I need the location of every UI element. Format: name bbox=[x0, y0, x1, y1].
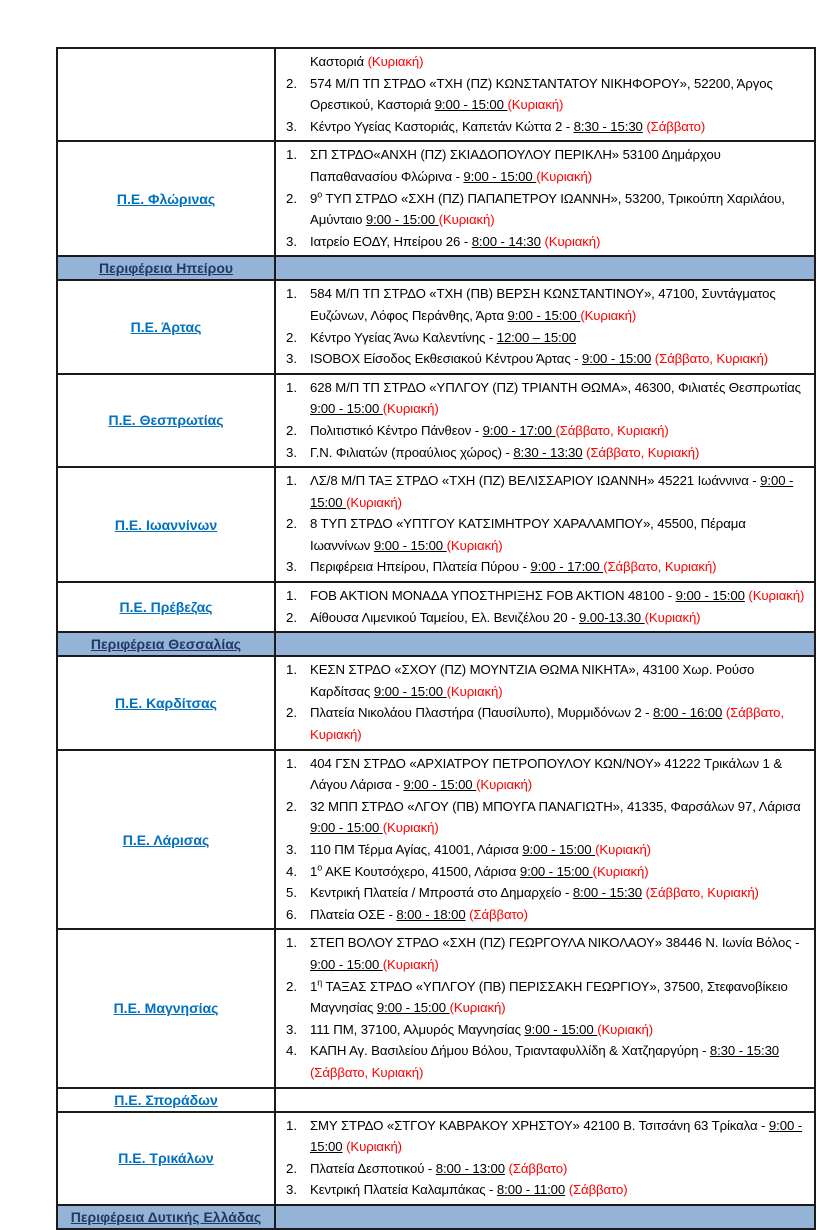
day-note: (Κυριακή) bbox=[580, 307, 637, 323]
item-number: 1. bbox=[286, 473, 297, 489]
time-range: 8:00 - 16:00 bbox=[653, 705, 723, 721]
location-item bbox=[286, 753, 806, 796]
time-range: 9:00 - 15:00 bbox=[675, 588, 745, 604]
item-text bbox=[310, 420, 806, 442]
time-range: 8:00 - 13:00 bbox=[435, 1160, 505, 1176]
location-text: Κέντρο Υγείας Καστοριάς, Καπετάν Κώττα 2 - bbox=[310, 118, 574, 134]
location-item bbox=[286, 702, 806, 745]
item-number: 3. bbox=[286, 1021, 297, 1037]
region-cell bbox=[58, 468, 276, 581]
time-range: 9:00 - 15:00 bbox=[463, 168, 537, 184]
item-number: 2. bbox=[286, 978, 297, 994]
item-number: 1. bbox=[286, 286, 297, 302]
item-number: 2. bbox=[286, 705, 297, 721]
location-text: 9 bbox=[310, 190, 318, 206]
region-label: Π.Ε. Σποράδων bbox=[114, 1091, 218, 1108]
region-cell bbox=[58, 1113, 276, 1204]
item-number: 1. bbox=[286, 935, 297, 951]
time-range: 9:00 - 15:00 bbox=[582, 351, 652, 367]
location-text: 574 Μ/Π ΤΠ ΣΤΡΔΟ «ΤΧΗ (ΠΖ) ΚΩΝΣΤΑΝΤΑΤΟΥ ΝΙΚΗΦΟΡΟΥ», 52200, Άργος Ορεστικού, Καστοριά bbox=[310, 75, 773, 113]
location-item bbox=[286, 556, 806, 578]
table-row bbox=[58, 49, 814, 142]
location-item bbox=[286, 420, 806, 442]
section-label-cell bbox=[58, 257, 276, 279]
item-number: 3. bbox=[286, 351, 297, 367]
item-number: 2. bbox=[286, 75, 297, 91]
region-label: Π.Ε. Τρικάλων bbox=[118, 1150, 214, 1167]
location-item bbox=[286, 283, 806, 326]
location-item bbox=[286, 1019, 806, 1041]
item-text bbox=[310, 839, 806, 861]
item-number: 3. bbox=[286, 842, 297, 857]
location-item bbox=[286, 348, 806, 370]
day-note: (Κυριακή) bbox=[446, 537, 503, 553]
locations-cell bbox=[276, 583, 814, 631]
location-item bbox=[286, 116, 806, 138]
item-text bbox=[310, 702, 806, 745]
item-number bbox=[286, 51, 310, 73]
item-text bbox=[310, 882, 806, 904]
day-note: (Κυριακή) bbox=[382, 401, 439, 417]
location-item bbox=[286, 1158, 806, 1180]
day-note: (Σάββατο, Κυριακή) bbox=[586, 444, 700, 460]
item-text bbox=[310, 1158, 806, 1180]
time-range: 9:00 - 15:00 bbox=[519, 863, 593, 879]
ordinal-superscript: ο bbox=[317, 189, 323, 200]
time-range: 9:00 - 15:00 bbox=[403, 777, 477, 793]
ordinal-superscript: η bbox=[317, 977, 323, 988]
location-item bbox=[286, 796, 806, 839]
day-note: (Κυριακή) bbox=[346, 494, 402, 510]
day-note: (Κυριακή) bbox=[382, 956, 439, 972]
day-note: (Κυριακή) bbox=[476, 777, 532, 793]
location-text: 110 ΠΜ Τέρμα Αγίας, 41001, Λάρισα bbox=[310, 842, 523, 857]
locations-cell bbox=[276, 49, 814, 140]
time-range: 9:00 - 15:00 bbox=[310, 1117, 803, 1155]
day-note: (Κυριακή) bbox=[449, 1000, 506, 1016]
table-row bbox=[58, 583, 814, 633]
location-text: Καστοριά bbox=[310, 54, 368, 69]
item-text bbox=[310, 283, 806, 326]
item-number: 1. bbox=[286, 662, 297, 678]
region-cell bbox=[58, 930, 276, 1086]
location-text: Πλατεία ΟΣΕ - bbox=[310, 906, 397, 922]
day-note: (Σάββατο) bbox=[469, 906, 528, 922]
item-number: 2. bbox=[286, 422, 297, 438]
location-item bbox=[286, 904, 806, 926]
item-text bbox=[310, 607, 806, 629]
item-text bbox=[310, 1019, 806, 1041]
location-text: Αίθουσα Λιμενικού Ταμείου, Ελ. Βενιζέλου 20 - bbox=[310, 609, 579, 625]
day-note: (Κυριακή) bbox=[507, 97, 564, 113]
region-cell bbox=[58, 657, 276, 748]
locations-cell bbox=[276, 375, 814, 466]
item-text bbox=[310, 932, 806, 975]
locations-cell bbox=[276, 1113, 814, 1204]
day-note: (Κυριακή) bbox=[367, 54, 424, 69]
item-text bbox=[310, 348, 806, 370]
regions-table bbox=[56, 47, 816, 1230]
location-text: ΤΥΠ ΣΤΡΔΟ «ΣΧΗ (ΠΖ) ΠΑΠΑΠΕΤΡΟΥ ΙΩΑΝΝΗ», 53200, Τρικούπη Χαριλάου, Αμύνταιο bbox=[310, 190, 785, 228]
location-item bbox=[286, 231, 806, 253]
region-cell bbox=[58, 49, 276, 140]
item-text bbox=[310, 904, 806, 926]
location-item bbox=[286, 51, 806, 73]
item-number: 2. bbox=[286, 516, 297, 532]
time-range: 8:30 - 13:30 bbox=[513, 444, 583, 460]
item-number: 3. bbox=[286, 444, 297, 460]
region-label: Π.Ε. Ιωαννίνων bbox=[114, 516, 218, 533]
location-text: ΑΚΕ Κουτσόχερο, 41500, Λάρισα bbox=[322, 863, 520, 879]
location-item bbox=[286, 585, 806, 607]
day-note: (Σάββατο, Κυριακή) bbox=[310, 705, 784, 743]
item-text bbox=[310, 231, 806, 253]
item-text bbox=[310, 51, 806, 73]
location-text: Ιατρείο ΕΟΔΥ, Ηπείρου 26 - bbox=[310, 233, 472, 249]
region-label: Π.Ε. Άρτας bbox=[130, 319, 202, 336]
location-text: Περιφέρεια Ηπείρου, Πλατεία Πύρου - bbox=[310, 559, 531, 575]
time-range: 12:00 – 15:00 bbox=[496, 329, 577, 345]
item-number: 1. bbox=[286, 588, 297, 604]
section-empty-cell bbox=[276, 257, 814, 279]
day-note: (Κυριακή) bbox=[346, 1139, 402, 1155]
table-row bbox=[58, 375, 814, 468]
time-range: 9:00 - 15:00 bbox=[524, 1021, 598, 1037]
location-text: Κεντρική Πλατεία Καλαμπάκας - bbox=[310, 1182, 497, 1198]
location-text: 111 ΠΜ, 37100, Αλμυρός Μαγνησίας bbox=[310, 1021, 525, 1037]
section-label-cell bbox=[58, 1206, 276, 1228]
section-row bbox=[58, 633, 814, 657]
time-range: 9:00 - 17:00 bbox=[482, 422, 556, 438]
location-text: Γ.Ν. Φιλιατών (προαύλιος χώρος) - bbox=[310, 444, 514, 460]
time-range: 9:00 - 15:00 bbox=[310, 956, 383, 972]
item-text bbox=[310, 327, 806, 349]
day-note: (Σάββατο) bbox=[646, 118, 706, 134]
day-note: (Κυριακή) bbox=[536, 168, 593, 184]
time-range: 9:00 - 15:00 bbox=[373, 537, 447, 553]
table-row bbox=[58, 657, 814, 750]
day-note: (Κυριακή) bbox=[748, 588, 805, 604]
region-label: Π.Ε. Φλώρινας bbox=[116, 190, 216, 207]
time-range: 8:30 - 15:30 bbox=[709, 1043, 780, 1059]
location-text: ΚΕΣΝ ΣΤΡΔΟ «ΣΧΟΥ (ΠΖ) ΜΟΥΝΤΖΙΑ ΘΩΜΑ ΝΙΚΗΤΑ», 43100 Χωρ. Ρούσο Καρδίτσας bbox=[310, 662, 755, 699]
day-note: (Σάββατο, Κυριακή) bbox=[603, 559, 717, 575]
location-item bbox=[286, 513, 806, 556]
item-number: 5. bbox=[286, 885, 297, 901]
item-number: 6. bbox=[286, 906, 297, 922]
location-text: Πλατεία Δεσποτικού - bbox=[310, 1160, 436, 1176]
item-text bbox=[310, 513, 806, 556]
location-text: FOB AKTION ΜΟΝΑΔΑ ΥΠΟΣΤΗΡΙΞΗΣ FOB AKTION 48100 - bbox=[310, 588, 676, 604]
day-note: (Κυριακή) bbox=[592, 863, 649, 879]
item-text bbox=[310, 377, 806, 420]
item-number: 1. bbox=[286, 1117, 297, 1133]
item-text bbox=[310, 585, 806, 607]
region-cell bbox=[58, 583, 276, 631]
time-range: 9:00 - 15:00 bbox=[507, 307, 581, 323]
location-item bbox=[286, 73, 806, 116]
region-label: Π.Ε. Πρέβεζας bbox=[119, 599, 213, 616]
day-note: (Κυριακή) bbox=[438, 212, 495, 228]
location-item bbox=[286, 377, 806, 420]
section-label: Περιφέρεια Δυτικής Ελλάδας bbox=[70, 1208, 262, 1225]
ordinal-superscript: ο bbox=[317, 862, 323, 873]
item-text bbox=[310, 1115, 806, 1158]
day-note: (Κυριακή) bbox=[446, 683, 503, 699]
day-note: (Κυριακή) bbox=[597, 1021, 654, 1037]
location-text: ΛΣ/8 Μ/Π ΤΑΞ ΣΤΡΔΟ «ΤΧΗ (ΠΖ) ΒΕΛΙΣΣΑΡΙΟΥ ΙΩΑΝΝΗ» 45221 Ιωάννινα - bbox=[310, 473, 761, 489]
location-item bbox=[286, 607, 806, 629]
location-item bbox=[286, 976, 806, 1019]
item-text bbox=[310, 73, 806, 116]
item-number: 1. bbox=[286, 755, 297, 771]
region-label: Π.Ε. Λάρισας bbox=[122, 831, 210, 848]
table-row bbox=[58, 281, 814, 374]
location-item bbox=[286, 188, 806, 231]
location-item bbox=[286, 1115, 806, 1158]
day-note: (Σάββατο, Κυριακή) bbox=[310, 1064, 424, 1080]
time-range: 9.00-13.30 bbox=[578, 609, 645, 625]
time-range: 9:00 - 15:00 bbox=[310, 820, 383, 836]
location-text: ISOBOX Είσοδος Εκθεσιακού Κέντρου Άρτας - bbox=[310, 351, 583, 367]
time-range: 9:00 - 15:00 bbox=[365, 212, 439, 228]
item-text bbox=[310, 556, 806, 578]
location-item bbox=[286, 1040, 806, 1083]
location-item bbox=[286, 932, 806, 975]
location-item bbox=[286, 861, 806, 883]
section-label: Περιφέρεια Θεσσαλίας bbox=[90, 636, 242, 653]
region-cell bbox=[58, 375, 276, 466]
location-item bbox=[286, 144, 806, 187]
item-number: 2. bbox=[286, 609, 297, 625]
item-text bbox=[310, 144, 806, 187]
day-note: (Κυριακή) bbox=[382, 820, 439, 836]
time-range: 9:00 - 15:00 bbox=[522, 842, 596, 857]
location-text: 32 ΜΠΠ ΣΤΡΔΟ «ΛΓΟΥ (ΠΒ) ΜΠΟΥΓΑ ΠΑΝΑΓΙΩΤΗ», 41335, Φαρσάλων 97, Λάρισα bbox=[310, 798, 801, 814]
time-range: 9:00 - 17:00 bbox=[530, 559, 604, 575]
locations-cell bbox=[276, 657, 814, 748]
region-cell bbox=[58, 751, 276, 929]
item-number: 1. bbox=[286, 147, 297, 163]
time-range: 9:00 - 15:00 bbox=[310, 401, 383, 417]
location-text: 628 Μ/Π ΤΠ ΣΤΡΔΟ «ΥΠΛΓΟΥ (ΠΖ) ΤΡΙΑΝΤΗ ΘΩΜΑ», 46300, Φιλιατές Θεσπρωτίας bbox=[310, 379, 801, 395]
item-number: 3. bbox=[286, 118, 297, 134]
time-range: 8:00 - 14:30 bbox=[471, 233, 541, 249]
item-text bbox=[310, 861, 806, 883]
day-note: (Σάββατο) bbox=[508, 1160, 568, 1176]
item-text bbox=[310, 753, 806, 796]
time-range: 8:30 - 15:30 bbox=[573, 118, 643, 134]
section-empty-cell bbox=[276, 633, 814, 655]
time-range: 8:00 - 18:00 bbox=[396, 906, 466, 922]
locations-cell bbox=[276, 281, 814, 372]
location-text: Κέντρο Υγείας Άνω Καλεντίνης - bbox=[310, 329, 497, 345]
locations-cell bbox=[276, 1089, 814, 1111]
time-range: 8:00 - 15:30 bbox=[572, 885, 643, 901]
item-number: 1. bbox=[286, 379, 297, 395]
region-label: Π.Ε. Μαγνησίας bbox=[113, 1000, 219, 1017]
locations-cell bbox=[276, 468, 814, 581]
location-text: 584 Μ/Π ΤΠ ΣΤΡΔΟ «ΤΧΗ (ΠΒ) ΒΕΡΣΗ ΚΩΝΣΤΑΝΤΙΝΟΥ», 47100, Συντάγματος Ευζώνων, Λόφος Περάνθης, Άρτα bbox=[310, 286, 776, 323]
table-row bbox=[58, 1089, 814, 1113]
time-range: 9:00 - 15:00 bbox=[376, 1000, 450, 1016]
section-label: Περιφέρεια Ηπείρου bbox=[98, 260, 234, 277]
section-empty-cell bbox=[276, 1206, 814, 1228]
item-text bbox=[310, 659, 806, 702]
location-item bbox=[286, 1179, 806, 1201]
region-label: Π.Ε. Καρδίτσας bbox=[115, 694, 217, 711]
item-text bbox=[310, 116, 806, 138]
item-text bbox=[310, 470, 806, 513]
item-number: 3. bbox=[286, 233, 297, 249]
locations-cell bbox=[276, 930, 814, 1086]
table-row bbox=[58, 142, 814, 257]
location-item bbox=[286, 442, 806, 464]
section-row bbox=[58, 1206, 814, 1228]
item-text bbox=[310, 796, 806, 839]
time-range: 9:00 - 15:00 bbox=[310, 473, 794, 510]
location-text: ΣΠ ΣΤΡΔΟ«ΑΝΧΗ (ΠΖ) ΣΚΙΑΔΟΠΟΥΛΟΥ ΠΕΡΙΚΛΗ» 53100 Δημάρχου Παπαθανασίου Φλώρινα - bbox=[310, 147, 721, 184]
location-item bbox=[286, 470, 806, 513]
item-number: 4. bbox=[286, 863, 297, 879]
day-note: (Σάββατο) bbox=[568, 1182, 628, 1198]
location-text: 1 bbox=[310, 863, 318, 879]
location-text: ΣΤΕΠ ΒΟΛΟΥ ΣΤΡΔΟ «ΣΧΗ (ΠΖ) ΓΕΩΡΓΟΥΛΑ ΝΙΚΟΛΑΟΥ» 38446 Ν. Ιωνία Βόλος - bbox=[310, 935, 800, 951]
table-row bbox=[58, 1113, 814, 1206]
section-label-cell bbox=[58, 633, 276, 655]
item-text bbox=[310, 1179, 806, 1201]
locations-cell bbox=[276, 142, 814, 255]
item-number: 2. bbox=[286, 329, 297, 345]
item-text bbox=[310, 1040, 806, 1083]
item-text bbox=[310, 442, 806, 464]
location-item bbox=[286, 839, 806, 861]
day-note: (Σάββατο, Κυριακή) bbox=[555, 422, 669, 438]
item-number: 3. bbox=[286, 1182, 297, 1198]
day-note: (Σάββατο, Κυριακή) bbox=[654, 351, 769, 367]
table-row bbox=[58, 930, 814, 1088]
time-range: 8:00 - 11:00 bbox=[496, 1182, 566, 1198]
location-item bbox=[286, 659, 806, 702]
day-note: (Κυριακή) bbox=[544, 233, 601, 249]
location-item bbox=[286, 882, 806, 904]
region-cell bbox=[58, 1089, 276, 1111]
section-row bbox=[58, 257, 814, 281]
location-text: ΚΑΠΗ Αγ. Βασιλείου Δήμου Βόλου, Τριανταφυλλίδη & Χατζηαργύρη - bbox=[310, 1043, 710, 1059]
item-number: 4. bbox=[286, 1043, 297, 1059]
location-text: Πλατεία Νικολάου Πλαστήρα (Παυσίλυπο), Μυρμιδόνων 2 - bbox=[310, 705, 654, 721]
location-text: ΣΜΥ ΣΤΡΔΟ «ΣΤΓΟΥ ΚΑΒΡΑΚΟΥ ΧΡΗΣΤΟΥ» 42100 Β. Τσιτσάνη 63 Τρίκαλα - bbox=[310, 1117, 769, 1133]
item-text bbox=[310, 976, 806, 1019]
location-text: Κεντρική Πλατεία / Μπροστά στο Δημαρχείο - bbox=[310, 885, 573, 901]
time-range: 9:00 - 15:00 bbox=[434, 97, 508, 113]
day-note: (Κυριακή) bbox=[595, 842, 651, 857]
location-text: Πολιτιστικό Κέντρο Πάνθεον - bbox=[310, 422, 483, 438]
item-number: 2. bbox=[286, 190, 297, 206]
item-number: 2. bbox=[286, 1160, 297, 1176]
day-note: (Σάββατο, Κυριακή) bbox=[645, 885, 759, 901]
day-note: (Κυριακή) bbox=[644, 609, 701, 625]
region-label: Π.Ε. Θεσπρωτίας bbox=[108, 412, 224, 429]
locations-cell bbox=[276, 751, 814, 929]
item-text bbox=[310, 188, 806, 231]
region-cell bbox=[58, 281, 276, 372]
region-cell bbox=[58, 142, 276, 255]
location-item bbox=[286, 327, 806, 349]
location-text: 1 bbox=[310, 978, 318, 994]
time-range: 9:00 - 15:00 bbox=[373, 683, 447, 699]
item-number: 2. bbox=[286, 798, 297, 814]
location-text: 8 ΤΥΠ ΣΤΡΔΟ «ΥΠΤΓΟΥ ΚΑΤΣΙΜΗΤΡΟΥ ΧΑΡΑΛΑΜΠΟΥ», 45500, Πέραμα Ιωαννίνων bbox=[310, 516, 746, 553]
location-text: 404 ΓΣΝ ΣΤΡΔΟ «ΑΡΧΙΑΤΡΟΥ ΠΕΤΡΟΠΟΥΛΟΥ ΚΩΝ/ΝΟΥ» 41222 Τρικάλων 1 & Λάγου Λάρισα - bbox=[310, 755, 783, 793]
item-number: 3. bbox=[286, 559, 297, 575]
table-row bbox=[58, 468, 814, 583]
location-text: ΤΑΞΑΣ ΣΤΡΔΟ «ΥΠΛΓΟΥ (ΠΒ) ΠΕΡΙΣΣΑΚΗ ΓΕΩΡΓΙΟΥ», 37500, Στεφανοβίκειο Μαγνησίας bbox=[310, 978, 788, 1016]
table-row bbox=[58, 751, 814, 931]
